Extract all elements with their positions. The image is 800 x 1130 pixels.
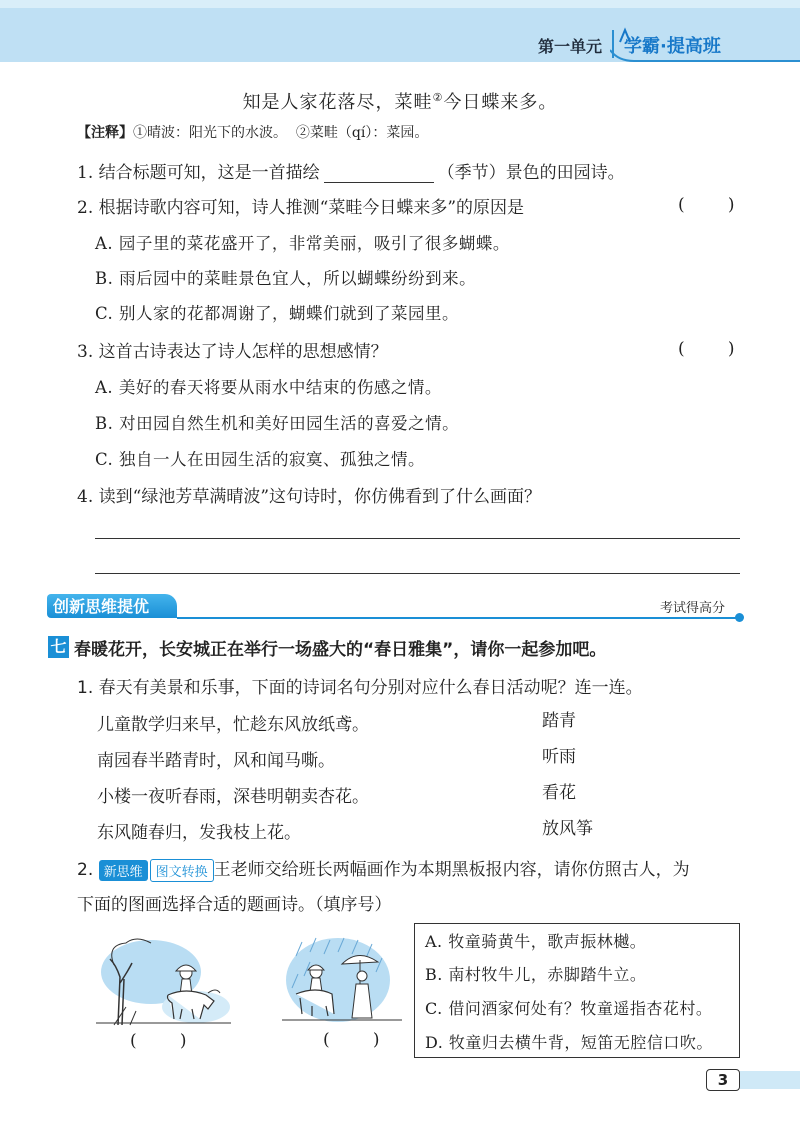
q4-answer-line-2[interactable] [95, 573, 740, 574]
note-mark: ② [432, 91, 444, 104]
activity-right-3[interactable]: 看花 [542, 783, 576, 803]
picture-child-riding-ox [96, 937, 231, 1027]
question-4: 4. 读到“绿池芳草满晴波”这句诗时，你仿佛看到了什么画面？ [77, 487, 542, 507]
choice-c: C. 借问酒家何处有？牧童遥指杏花村。 [425, 999, 713, 1018]
section-dot [735, 613, 744, 622]
poem-line-left-4[interactable]: 东风随春归，发我枝上花。 [97, 823, 301, 843]
header-curve [610, 48, 800, 62]
q3-option-a: A. 美好的春天将要从雨水中结束的伤感之情。 [95, 378, 442, 397]
page-number: 3 [706, 1069, 740, 1091]
activity-right-1[interactable]: 踏青 [542, 711, 576, 731]
poem-line-left-3[interactable]: 小楼一夜听春雨，深巷明朝卖杏花。 [97, 787, 369, 807]
note-label: 【注释】 [77, 125, 133, 141]
section-underline [177, 617, 739, 619]
question-7-title: 春暖花开，长安城正在举行一场盛大的“春日雅集”，请你一起参加吧。 [74, 640, 607, 660]
question-1: 1. 结合标题可知，这是一首描绘 （季节）景色的田园诗。 [77, 163, 625, 183]
choice-d: D. 牧童归去横牛背，短笛无腔信口吹。 [425, 1033, 713, 1052]
q7-sub-2-line2: 下面的图画选择合适的题画诗。（填序号） [77, 895, 392, 915]
picture-1-answer-paren[interactable]: ( ) [130, 1031, 187, 1051]
q2-option-b: B. 雨后园中的菜畦景色宜人，所以蝴蝶纷纷到来。 [95, 269, 477, 288]
poem-line-left-2[interactable]: 南园春半踏青时，风和闻马嘶。 [97, 751, 335, 771]
new-thinking-tag: 新思维 [99, 860, 148, 881]
q7-sub-2: 2. 新思维 图文转换 王老师交给班长两幅画作为本期黑板报内容，请你仿照古人，为 [77, 860, 690, 880]
q3-option-c: C. 独自一人在田园生活的寂寞、孤独之情。 [95, 450, 426, 469]
question-2: 2. 根据诗歌内容可知，诗人推测“菜畦今日蝶来多”的原因是 [77, 198, 525, 218]
annotation-note [77, 122, 428, 142]
choice-b: B. 南村牧牛儿，赤脚踏牛立。 [425, 965, 647, 984]
brand-label: 学霸·提高班 [624, 36, 721, 57]
poem-line: 知是人家花落尽，菜畦②今日蝶来多。 [242, 91, 558, 113]
activity-right-2[interactable]: 听雨 [542, 747, 576, 767]
q7-sub-1: 1. 春天有美景和乐事，下面的诗词名句分别对应什么春日活动呢？连一连。 [77, 678, 643, 698]
picture-2-answer-paren[interactable]: ( ) [323, 1030, 380, 1050]
q2-option-a: A. 园子里的菜花盛开了，非常美丽，吸引了很多蝴蝶。 [95, 234, 510, 253]
q2-answer-paren[interactable]: ( ) [678, 195, 735, 215]
question-3: 3. 这首古诗表达了诗人怎样的思想感情？ [77, 342, 388, 362]
question-7-number: 七 [48, 636, 69, 658]
q3-option-b: B. 对田园自然生机和美好田园生活的喜爱之情。 [95, 414, 460, 433]
note-text: ①晴波：阳光下的水波。 ②菜畦（qí）：菜园。 [133, 125, 429, 141]
section-subtitle: 考试得高分 [660, 601, 726, 616]
unit-label: 第一单元 [538, 37, 603, 56]
q2-option-c: C. 别人家的花都凋谢了，蝴蝶们就到了菜园里。 [95, 304, 460, 323]
poem-line-left-1[interactable]: 儿童散学归来早，忙趁东风放纸鸢。 [97, 715, 369, 735]
choice-a: A. 牧童骑黄牛，歌声振林樾。 [425, 932, 647, 951]
section-title: 创新思维提优 [53, 597, 150, 616]
q4-answer-line-1[interactable] [95, 538, 740, 539]
picture-rain-scene [282, 934, 402, 1026]
q3-answer-paren[interactable]: ( ) [678, 339, 735, 359]
q1-blank[interactable] [324, 164, 434, 183]
page-number-strip [740, 1071, 800, 1089]
activity-right-4[interactable]: 放风筝 [542, 819, 593, 839]
image-text-tag: 图文转换 [150, 859, 214, 882]
header-top-strip [0, 0, 800, 8]
